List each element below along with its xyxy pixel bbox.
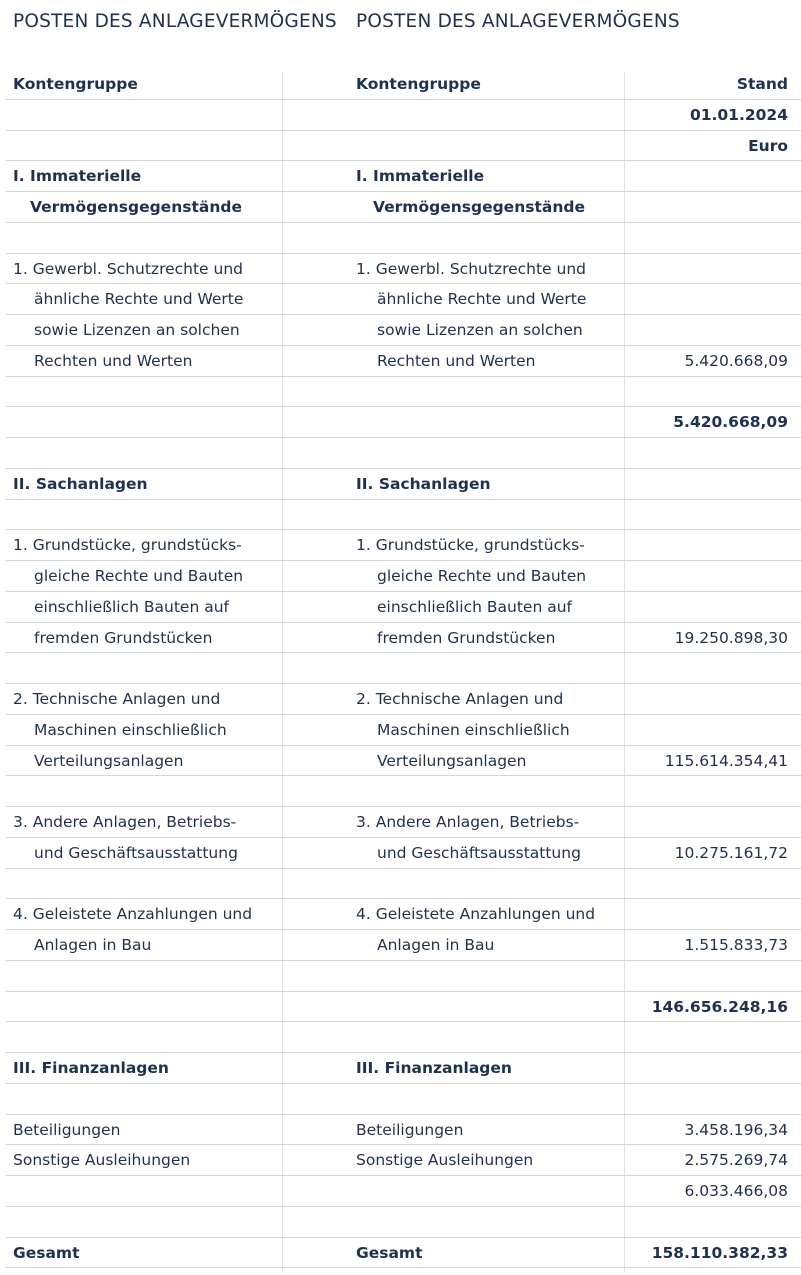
page-title-right: POSTEN DES ANLAGEVERMÖGENS <box>356 11 680 32</box>
row-label-left: Beteiligungen <box>13 1120 121 1139</box>
row-value: 1.515.833,73 <box>684 936 788 954</box>
column-header-currency: Euro <box>748 136 788 155</box>
row-label-right: 1. Grundstücke, grundstücks- <box>356 536 585 555</box>
row-label-right: Gesamt <box>356 1243 423 1262</box>
table-row <box>0 561 801 592</box>
row-value: 146.656.248,16 <box>651 997 788 1016</box>
row-label-left: gleiche Rechte und Bauten <box>34 567 244 585</box>
table-row <box>0 346 801 377</box>
row-label-left: Verteilungsanlagen <box>34 751 184 770</box>
table-row <box>0 254 801 285</box>
table-row <box>0 807 801 838</box>
row-label-right: Sonstige Ausleihungen <box>356 1151 534 1170</box>
row-label-left: II. Sachanlagen <box>13 474 148 493</box>
row-label-right: ähnliche Rechte und Werte <box>377 290 587 309</box>
table-row <box>0 715 801 746</box>
table-row <box>0 1022 801 1053</box>
row-label-right: Anlagen in Bau <box>377 936 495 954</box>
table-row <box>0 653 801 684</box>
table-row <box>0 746 801 777</box>
row-label-right: gleiche Rechte und Bauten <box>377 567 587 585</box>
row-value: 2.575.269,74 <box>684 1151 788 1170</box>
row-label-right: I. Immaterielle <box>356 167 485 186</box>
page-title-left: POSTEN DES ANLAGEVERMÖGENS <box>13 11 337 32</box>
row-label-left: 4. Geleistete Anzahlungen und <box>13 905 253 924</box>
table-row <box>0 469 801 500</box>
table-row <box>0 930 801 961</box>
row-label-right: Maschinen einschließlich <box>377 720 570 739</box>
table-row <box>0 407 801 438</box>
row-value: 10.275.161,72 <box>674 843 788 862</box>
row-label-left: einschließlich Bauten auf <box>34 597 229 616</box>
table-row <box>0 500 801 531</box>
row-label-left: 2. Technische Anlagen und <box>13 690 221 708</box>
row-value: 19.250.898,30 <box>674 628 788 647</box>
row-label-left: I. Immaterielle <box>13 167 142 186</box>
table-row <box>0 1115 801 1146</box>
row-label-left: fremden Grundstücken <box>34 628 213 647</box>
row-label-right: III. Finanzanlagen <box>356 1059 512 1077</box>
table-row <box>0 315 801 346</box>
row-label-right: sowie Lizenzen an solchen <box>377 321 583 339</box>
row-label-right: Verteilungsanlagen <box>377 751 527 770</box>
row-label-left: 1. Gewerbl. Schutzrechte und <box>13 259 244 278</box>
table-row <box>0 1207 801 1238</box>
table-row <box>0 899 801 930</box>
table-row <box>0 69 801 100</box>
row-label-left: Sonstige Ausleihungen <box>13 1151 191 1170</box>
row-label-right: 4. Geleistete Anzahlungen und <box>356 905 596 924</box>
table-row <box>0 192 801 223</box>
row-value: 6.033.466,08 <box>684 1182 788 1200</box>
table-row <box>0 838 801 869</box>
column-header-stand: Stand <box>736 75 788 93</box>
table-row <box>0 869 801 900</box>
row-label-right: einschließlich Bauten auf <box>377 597 572 616</box>
table-row <box>0 100 801 131</box>
row-label-right: fremden Grundstücken <box>377 628 556 647</box>
row-label-left: 3. Andere Anlagen, Betriebs- <box>13 813 237 831</box>
table-row <box>0 1053 801 1084</box>
column-header-kontengruppe-right: Kontengruppe <box>356 75 481 93</box>
table-row <box>0 684 801 715</box>
table-row <box>0 1084 801 1115</box>
table-row <box>0 530 801 561</box>
row-label-left: ähnliche Rechte und Werte <box>34 290 244 309</box>
row-label-left: Maschinen einschließlich <box>34 720 227 739</box>
row-label-right: Vermögensgegenstände <box>373 198 585 216</box>
row-label-right: 1. Gewerbl. Schutzrechte und <box>356 259 587 278</box>
table-row <box>0 131 801 162</box>
table-row <box>0 377 801 408</box>
row-label-left: Anlagen in Bau <box>34 936 152 954</box>
row-label-right: 3. Andere Anlagen, Betriebs- <box>356 813 580 831</box>
table-row <box>0 623 801 654</box>
column-header-kontengruppe-left: Kontengruppe <box>13 75 138 93</box>
table-row <box>0 284 801 315</box>
row-label-left: Rechten und Werten <box>34 351 193 370</box>
row-label-left: 1. Grundstücke, grundstücks- <box>13 536 242 555</box>
table-row <box>0 1176 801 1207</box>
row-value: 5.420.668,09 <box>673 413 788 432</box>
row-label-right: 2. Technische Anlagen und <box>356 690 564 708</box>
table-row <box>0 961 801 992</box>
row-label-left: und Geschäftsausstattung <box>34 843 238 862</box>
row-label-right: und Geschäftsausstattung <box>377 843 581 862</box>
table-row <box>0 438 801 469</box>
row-value: 115.614.354,41 <box>664 751 788 770</box>
row-label-right: Beteiligungen <box>356 1120 464 1139</box>
row-value: 5.420.668,09 <box>684 351 788 370</box>
table-row <box>0 223 801 254</box>
table-row <box>0 592 801 623</box>
table-row <box>0 1238 801 1269</box>
row-label-left: Gesamt <box>13 1243 80 1262</box>
column-header-date: 01.01.2024 <box>689 105 788 124</box>
row-label-left: sowie Lizenzen an solchen <box>34 321 240 339</box>
table-row <box>0 1145 801 1176</box>
row-label-right: II. Sachanlagen <box>356 474 491 493</box>
table-row <box>0 776 801 807</box>
table-row <box>0 161 801 192</box>
row-value: 158.110.382,33 <box>651 1243 788 1262</box>
row-label-right: Rechten und Werten <box>377 351 536 370</box>
row-label-left: Vermögensgegenstände <box>30 198 242 216</box>
asset-table <box>0 69 801 1268</box>
table-row <box>0 992 801 1023</box>
row-label-left: III. Finanzanlagen <box>13 1059 169 1077</box>
row-value: 3.458.196,34 <box>684 1120 788 1139</box>
